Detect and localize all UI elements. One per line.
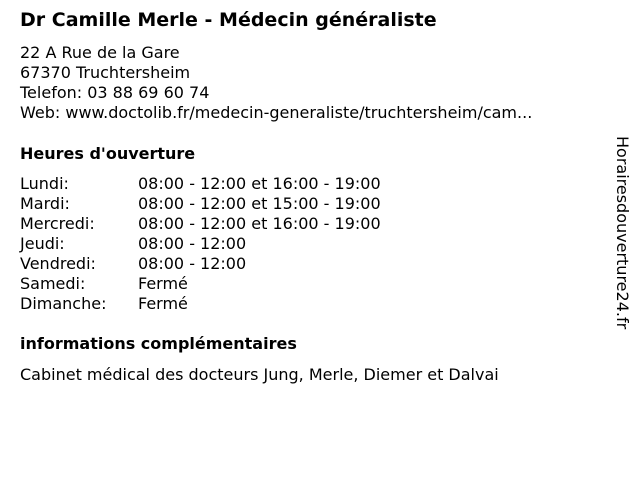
city-address: 67370 Truchtersheim [20,63,191,82]
web-label: Web: [20,103,66,122]
web-link[interactable]: www.doctolib.fr/medecin-generaliste/truchtersheim/cam... [65,103,533,122]
hours-row [20,194,381,214]
hours-value: 08:00 - 12:00 et 16:00 - 19:00 [138,214,381,233]
additional-info-heading: informations complémentaires [20,334,297,353]
opening-hours-table [20,174,381,314]
hours-value: 08:00 - 12:00 et 15:00 - 19:00 [138,194,381,213]
street-address: 22 A Rue de la Gare [20,43,180,62]
site-watermark: Horairesdouverture24.fr [613,136,632,330]
day-label: Lundi: [20,174,69,193]
hours-value: 08:00 - 12:00 [138,254,247,273]
address-block [20,43,532,123]
day-label: Mardi: [20,194,70,213]
hours-row [20,174,381,194]
hours-row [20,214,381,234]
day-label: Jeudi: [20,234,65,253]
hours-value: 08:00 - 12:00 [138,234,247,253]
hours-row [20,274,381,294]
additional-info-text: Cabinet médical des docteurs Jung, Merle, Diemer et Dalvai [20,365,499,384]
hours-row [20,234,381,254]
day-label: Dimanche: [20,294,107,313]
phone-line: Telefon: 03 88 69 60 74 [20,83,210,102]
hours-value: 08:00 - 12:00 et 16:00 - 19:00 [138,174,381,193]
page-title: Dr Camille Merle - Médecin généraliste [20,9,437,31]
hours-row [20,254,381,274]
day-label: Samedi: [20,274,86,293]
hours-row [20,294,381,314]
opening-hours-heading: Heures d'ouverture [20,144,196,163]
hours-value: Fermé [138,274,188,293]
web-line [20,103,532,123]
day-label: Vendredi: [20,254,96,273]
day-label: Mercredi: [20,214,95,233]
hours-value: Fermé [138,294,188,313]
